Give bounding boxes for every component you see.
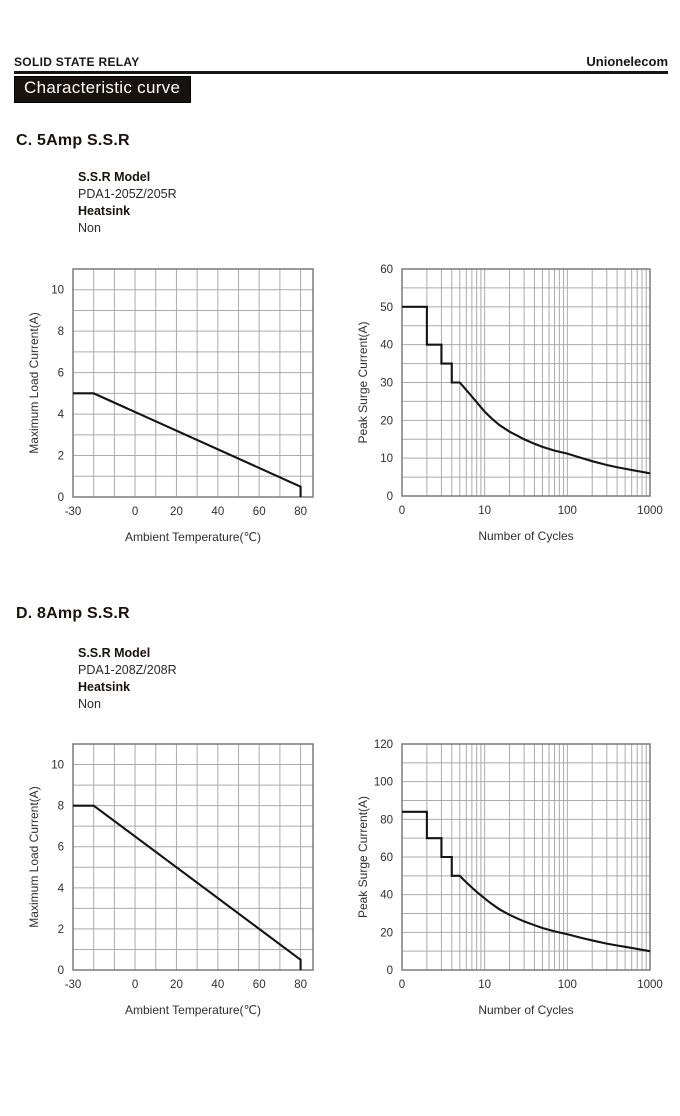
plot-border bbox=[73, 744, 313, 970]
model-info-5amp bbox=[78, 169, 177, 237]
chart-load-current-8a bbox=[20, 730, 330, 1030]
y-axis-title: Maximum Load Current(A) bbox=[27, 312, 41, 454]
heatsink-label: Heatsink bbox=[78, 204, 131, 218]
x-tick-label: 10 bbox=[478, 979, 492, 991]
y-tick-label: 6 bbox=[57, 367, 64, 380]
y-tick-label: 20 bbox=[380, 415, 393, 428]
y-axis-title: Maximum Load Current(A) bbox=[27, 786, 41, 928]
model-value: PDA1-205Z/205R bbox=[78, 187, 177, 201]
y-tick-label: 2 bbox=[57, 450, 64, 463]
y-tick-label: 10 bbox=[51, 284, 64, 297]
heatsink-value: Non bbox=[78, 697, 101, 711]
y-tick-label: 10 bbox=[380, 453, 393, 466]
x-tick-label: 60 bbox=[252, 979, 266, 991]
curve-maximum-load-current bbox=[73, 393, 301, 497]
x-tick-label: 0 bbox=[398, 979, 406, 991]
x-tick-label: 40 bbox=[211, 506, 225, 518]
y-tick-label: 100 bbox=[373, 776, 393, 789]
x-tick-label: 1000 bbox=[637, 505, 663, 517]
doc-type-title: SOLID STATE RELAY bbox=[14, 55, 140, 69]
y-tick-label: 0 bbox=[386, 965, 393, 977]
y-tick-label: 30 bbox=[380, 377, 393, 390]
tick-labels bbox=[380, 264, 663, 517]
x-tick-label: -30 bbox=[64, 979, 82, 991]
x-tick-label: 0 bbox=[131, 979, 139, 991]
heatsink-value: Non bbox=[78, 221, 101, 235]
y-tick-label: 6 bbox=[57, 841, 64, 854]
y-tick-label: 0 bbox=[57, 965, 64, 977]
heatsink-label: Heatsink bbox=[78, 680, 131, 694]
curve-peak-surge-current bbox=[402, 812, 650, 951]
y-tick-label: 60 bbox=[380, 852, 393, 864]
grid-lines bbox=[73, 269, 313, 497]
x-axis-title: Ambient Temperature(℃) bbox=[125, 530, 261, 544]
model-value: PDA1-208Z/208R bbox=[78, 663, 177, 677]
x-tick-label: 60 bbox=[252, 506, 266, 518]
brand-logo: Unionelecom bbox=[586, 54, 668, 74]
x-tick-label: 20 bbox=[170, 506, 183, 518]
y-tick-label: 8 bbox=[57, 326, 64, 339]
y-tick-label: 40 bbox=[380, 889, 393, 902]
y-tick-label: 50 bbox=[380, 301, 393, 314]
header-rule bbox=[14, 71, 668, 74]
x-tick-label: 0 bbox=[398, 505, 406, 517]
section-heading-5amp: C. 5Amp S.S.R bbox=[16, 132, 130, 149]
x-axis-title: Number of Cycles bbox=[478, 529, 574, 543]
x-axis-title: Ambient Temperature(℃) bbox=[125, 1003, 261, 1017]
chart-surge-current-8a bbox=[340, 730, 670, 1030]
x-tick-label: -30 bbox=[64, 506, 82, 518]
grid-lines bbox=[402, 269, 650, 496]
x-tick-label: 100 bbox=[557, 505, 577, 517]
y-tick-label: 4 bbox=[57, 882, 64, 895]
x-tick-label: 20 bbox=[170, 979, 183, 991]
x-tick-label: 10 bbox=[478, 505, 492, 517]
model-info-8amp bbox=[78, 645, 177, 713]
y-tick-label: 40 bbox=[380, 339, 393, 352]
y-axis-title: Peak Surge Current(A) bbox=[356, 321, 370, 444]
chart-surge-current-5a bbox=[340, 255, 670, 555]
y-tick-label: 20 bbox=[380, 927, 393, 940]
tick-labels bbox=[51, 760, 307, 991]
plot-border bbox=[73, 269, 313, 497]
y-tick-label: 60 bbox=[380, 264, 393, 276]
page-title: Characteristic curve bbox=[14, 76, 191, 103]
x-tick-label: 100 bbox=[557, 979, 577, 991]
y-tick-label: 10 bbox=[51, 759, 64, 772]
y-tick-label: 0 bbox=[386, 491, 393, 503]
y-tick-label: 0 bbox=[57, 492, 64, 504]
x-tick-label: 40 bbox=[211, 979, 225, 991]
tick-labels bbox=[51, 285, 307, 518]
curve-peak-surge-current bbox=[402, 307, 650, 473]
x-tick-label: 80 bbox=[294, 506, 307, 518]
x-tick-label: 80 bbox=[294, 979, 307, 991]
tick-labels bbox=[374, 739, 663, 991]
y-tick-label: 120 bbox=[373, 739, 393, 751]
y-axis-title: Peak Surge Current(A) bbox=[356, 795, 370, 919]
y-tick-label: 2 bbox=[57, 923, 64, 936]
section-heading-8amp: D. 8Amp S.S.R bbox=[16, 605, 130, 622]
x-tick-label: 1000 bbox=[637, 979, 663, 991]
y-tick-label: 8 bbox=[57, 800, 64, 813]
model-label: S.S.R Model bbox=[78, 646, 151, 660]
model-label: S.S.R Model bbox=[78, 170, 151, 184]
x-tick-label: 0 bbox=[131, 506, 139, 518]
grid-lines bbox=[73, 744, 313, 970]
y-tick-label: 4 bbox=[57, 409, 64, 422]
chart-load-current-5a bbox=[20, 255, 330, 555]
x-axis-title: Number of Cycles bbox=[478, 1003, 574, 1017]
grid-lines bbox=[402, 744, 650, 970]
y-tick-label: 80 bbox=[380, 814, 393, 827]
